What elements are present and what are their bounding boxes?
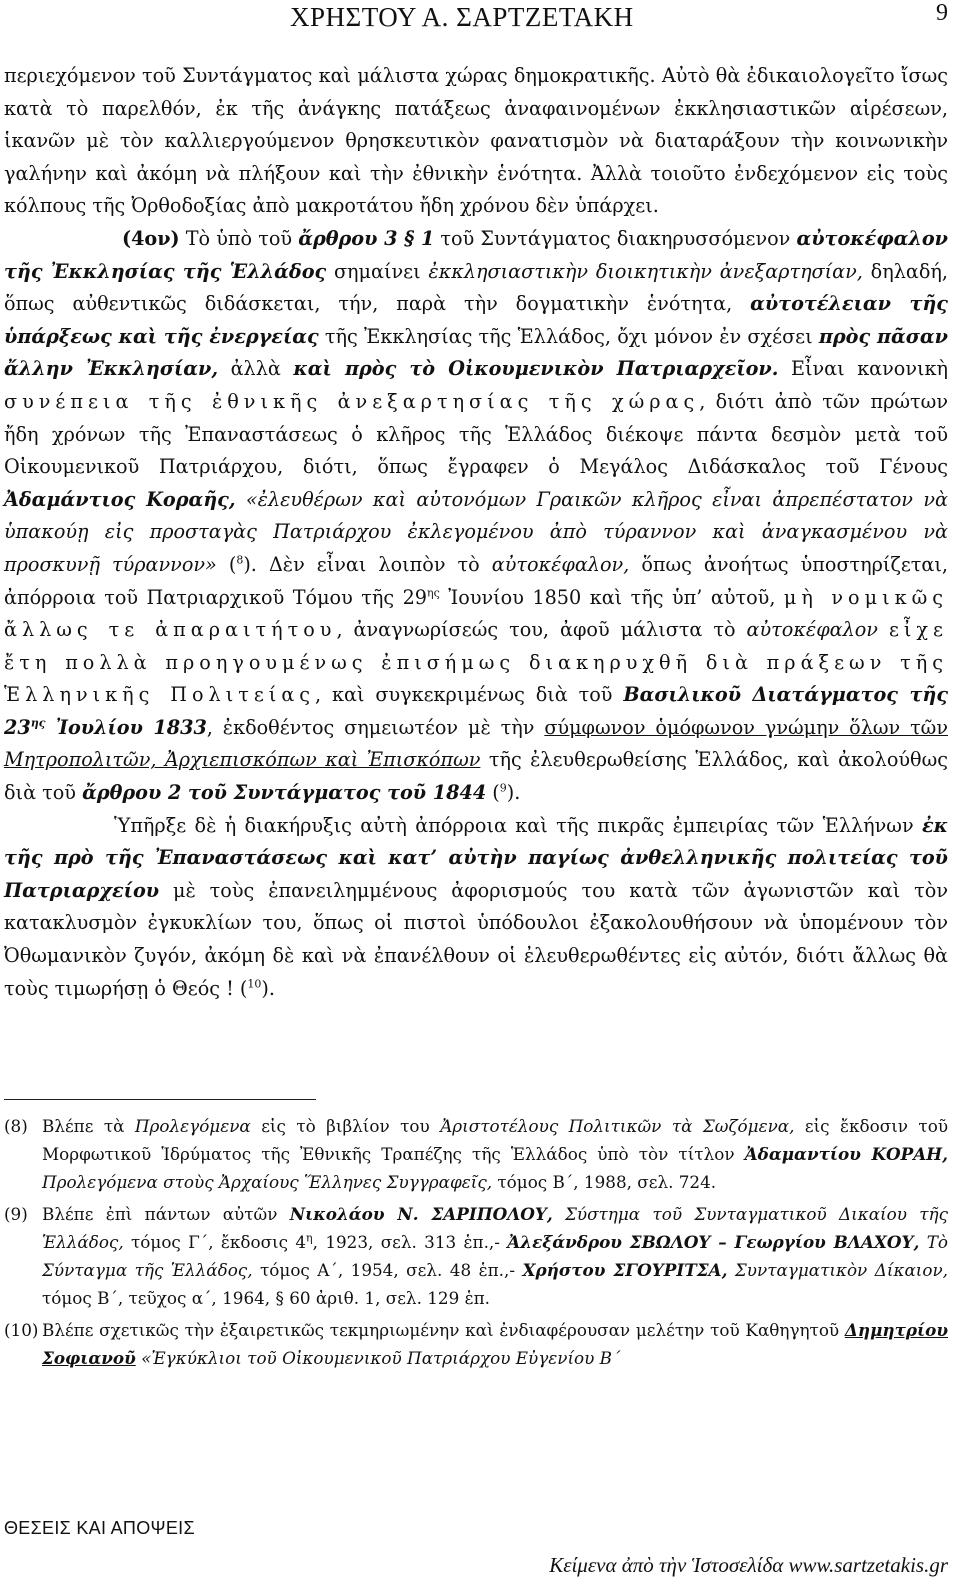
footnote-ref-10: 10 <box>247 977 262 991</box>
footnote-separator <box>4 1099 316 1100</box>
article-reference: ἄρθρου 3 § 1 <box>298 226 435 250</box>
emphasis-autocephaly: αὐτοκέφαλον τῆς Ἐκκλησίας τῆς Ἑλλάδος <box>4 226 948 283</box>
spaced-emphasis: συνέπεια τῆς ἐθνικῆς ἀνεξαρτησίας τῆς χώρας <box>4 389 700 413</box>
footnotes <box>4 1112 948 1376</box>
footnote-8: (8) Βλέπε τὰ Προλεγόμενα εἰς τὸ βιβλίον του Ἀριστοτέλους Πολιτικῶν τὰ Σωζόμενα, εἰς ἔκδοσιν τοῦ Μορφωτικοῦ Ἱδρύματος τῆς Ἐθνικῆς Τραπέζης τῆς Ἑλλάδος ὑπὸ τὸν τίτλον Ἀδαμαντίου ΚΟΡΑΗ, Προλεγόμενα στοὺς Ἀρχαίους Ἕλληνες Συγγραφεῖς, τόμος Β΄, 1988, σελ. 724. <box>4 1116 949 1192</box>
main-text <box>4 60 948 1005</box>
footnote-10: (10) Βλέπε σχετικῶς τὴν ἐξαιρετικῶς τεκμηριωμένην καὶ ἐνδιαφέρουσαν μελέτην τοῦ Καθηγητοῦ Δημητρίου Σοφιανοῦ «Ἐγκύκλιοι τοῦ Οἰκουμενικοῦ Πατριάρχου Εὐγενίου Β΄ <box>4 1320 948 1368</box>
point-number: (4ον) <box>122 226 180 250</box>
quotation: «ἐλευθέρων καὶ αὐτονόμων Γραικῶν κλῆρος εἶναι ἀπρεπέστατον νὰ ὑπακούῃ εἰς προσταγὰς Πατριάρχου ἐκλεγομένου ἀπὸ τύραννον καὶ ἀναγκασμένου νὰ προσκυνῇ τύραννον» <box>4 487 948 576</box>
footer-series-title: ΘΕΣΕΙΣ ΚΑΙ ΑΠΟΨΕΙΣ <box>4 1518 195 1538</box>
running-title: ΧΡΗΣΤΟΥ Α. ΣΑΡΤΖΕΤΑΚΗ <box>290 2 634 32</box>
author-korais: Ἀδαμάντιος Κοραῆς, <box>4 487 236 511</box>
page-number: 9 <box>936 0 948 26</box>
paragraph-2: (4ον) Τὸ ὑπὸ τοῦ ἄρθρου 3 § 1 τοῦ Συντάγματος διακηρυσσόμενον αὐτοκέφαλον τῆς Ἐκκλησίας τῆς Ἑλλάδος σημαίνει ἐκκλησιαστικὴν διοικητικὴν ἀνεξαρτησίαν, δηλαδή, ὅπως αὐθεντικῶς διδάσκεται, τήν, παρὰ τὴν δογματικὴν ἑνότητα, αὐτοτέλειαν τῆς ὑπάρξεως καὶ τῆς ἐνεργείας τῆς Ἐκκλησίας τῆς Ἑλλάδος, ὄχι μόνον ἐν σχέσει πρὸς πᾶσαν ἄλλην Ἐκκλησίαν, ἀλλὰ καὶ πρὸς τὸ Οἰκουμενικὸν Πατριαρχεῖον. Εἶναι κανονικὴ συνέπεια τῆς ἐθνικῆς ἀνεξαρτησίας τῆς χώρας, διότι ἀπὸ τῶν πρώτων ἤδη χρόνων τῆς Ἐπαναστάσεως ὁ κλῆρος τῆς Ἑλλάδος διέκοψε πάντα δεσμὸν μετὰ τοῦ Οἰκουμενικοῦ Πατριάρχου, διότι, ὅπως ἔγραφεν ὁ Μεγάλος Διδάσκαλος τοῦ Γένους Ἀδαμάντιος Κοραῆς, «ἐλευθέρων καὶ αὐτονόμων Γραικῶν κλῆρος εἶναι ἀπρεπέστατον νὰ ὑπακούῃ εἰς προσταγὰς Πατριάρχου ἐκλεγομένου ἀπὸ τύραννον καὶ ἀναγκασμένου νὰ προσκυνῇ τύραννον» ($^8$). Δὲν εἶναι λοιπὸν τὸ αὐτοκέφαλον, ὅπως ἀνοήτως ὑποστηρίζεται, ἀπόρροια τοῦ Πατριαρχικοῦ Τόμου τῆς $29^{\eta\varsigma}$ Ἰουνίου 1850 καὶ τῆς ὑπ’ αὐτοῦ, μὴ νομικῶς ἄλλως τε ἀπαραιτήτου, ἀναγνωρίσεώς του, ἀφοῦ μάλιστα τὸ αὐτοκέφαλον εἶχε ἔτη πολλὰ προηγουμένως ἐπισήμως διακηρυχθῆ διὰ πράξεων τῆς Ἑλληνικῆς Πολιτείας, καὶ συγκεκριμένως διὰ τοῦ Βασιλικοῦ Διατάγματος τῆς $23^{\eta\varsigma}$ Ἰουλίου 1833, ἐκδοθέντος σημειωτέον μὲ τὴν σύμφωνον ὁμόφωνον γνώμην ὅλων τῶν Μητροπολιτῶν, Ἀρχιεπισκόπων καὶ Ἐπισκόπων τῆς ἐλευθερωθείσης Ἑλλάδος, καὶ ἀκολούθως διὰ τοῦ ἄρθρου 2 τοῦ Συντάγματος τοῦ 1844 ($^9$). <box>4 226 949 805</box>
footnote-ref-9: 9 <box>499 781 507 795</box>
footnote-9: (9) Βλέπε ἐπὶ πάντων αὐτῶν Νικολάου Ν. ΣΑΡΙΠΟΛΟΥ, Σύστημα τοῦ Συνταγματικοῦ Δικαίου τῆς Ἑλλάδος, τόμος Γ΄, ἔκδοσις $4^\eta$, 1923, σελ. 313 ἑπ.,- Ἀλεξάνδρου ΣΒΩΛΟΥ – Γεωργίου ΒΛΑΧΟΥ, Τὸ Σύνταγμα τῆς Ἑλλάδος, τόμος Α΄, 1954, σελ. 48 ἑπ.,- Χρήστου ΣΓΟΥΡΙΤΣΑ, Συνταγματικὸν Δίκαιον, τόμος Β΄, τεῦχος α΄, 1964, § 60 ἀριθ. 1, σελ. 129 ἑπ. <box>4 1204 949 1308</box>
paragraph-1: περιεχόμενον τοῦ Συντάγματος καὶ μάλιστα χώρας δημοκρατικῆς. Αὐτὸ θὰ ἐδικαιολογεῖτο ἴσως κατὰ τὸ παρελθόν, ἐκ τῆς ἀνάγκης πατάξεως ἀναφαινομένων ἐκκλησιαστικῶν αἱρέσεων, ἱκανῶν μὲ τὸν καλλιεργούμενον θρησκευτικὸν φανατισμὸν νὰ διαταράξουν τὴν κοινωνικὴν γαλήνην καὶ ἀκόμη νὰ πλήξουν καὶ τὴν ἐθνικὴν ἑνότητα. Ἀλλὰ τοιοῦτο ἐνδεχόμενον εἰς τοὺς κόλπους τῆς Ὀρθοδοξίας ἀπὸ μακροτάτου ἤδη χρόνου δὲν ὑπάρχει. <box>4 64 948 218</box>
footnote-ref-8: 8 <box>236 553 244 567</box>
footer-source: Κείμενα ἀπὸ τὴν Ἱστοσελίδα www.sartzetakis.gr <box>549 1553 948 1577</box>
paragraph-3: Ὑπῆρξε δὲ ἡ διακήρυξις αὐτὴ ἀπόρροια καὶ τῆς πικρᾶς ἐμπειρίας τῶν Ἑλλήνων ἐκ τῆς πρὸ τῆς Ἐπαναστάσεως καὶ κατ’ αὐτὴν παγίως ἀνθελληνικῆς πολιτείας τοῦ Πατριαρχείου μὲ τοὺς ἐπανειλημμένους ἀφορισμούς του κατὰ τῶν ἀγωνιστῶν καὶ τὸν κατακλυσμὸν ἐγκυκλίων του, ὅπως οἱ πιστοὶ ὑπόδουλοι ἐξακολουθήσουν νὰ ὑπομένουν τὸν Ὀθωμανικὸν ζυγόν, ἀκόμη δὲ καὶ νὰ ἐπανέλθουν οἱ ἐλευθερωθέντες εἰς αὐτόν, διότι ἄλλως θὰ τοὺς τιμωρήσῃ ὁ Θεός ! ($^{10}$). <box>4 813 948 1000</box>
page-header <box>0 0 960 40</box>
